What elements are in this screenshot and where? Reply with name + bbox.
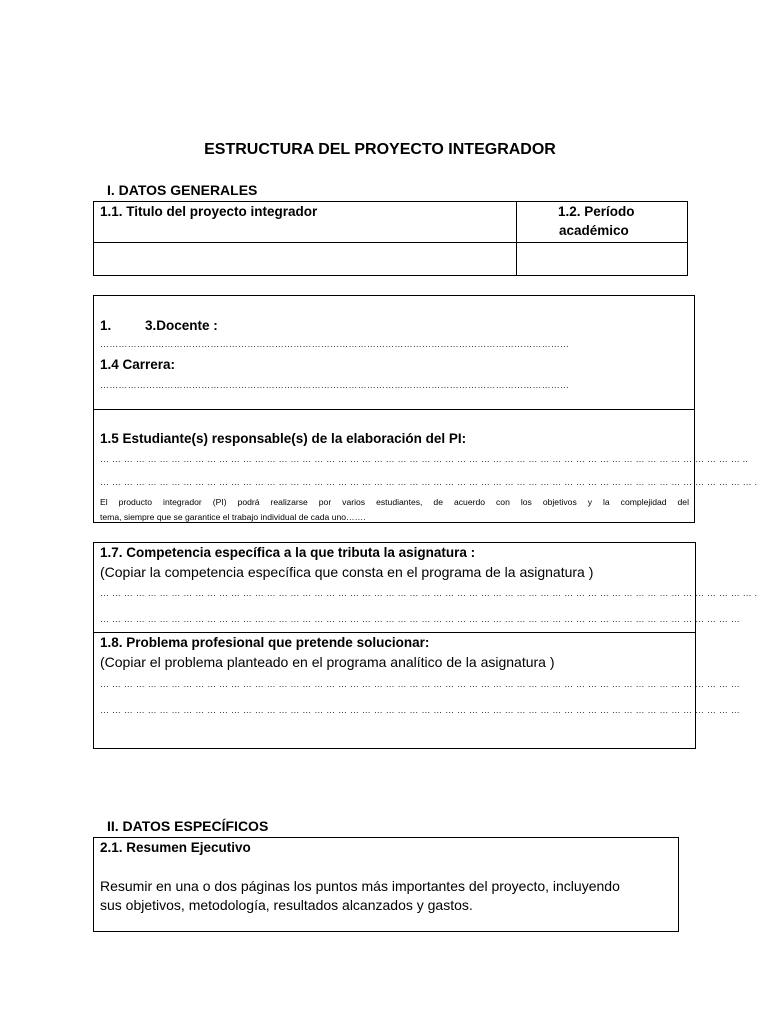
problema-label: 1.8. Problema profesional que pretende solucionar: — [100, 635, 430, 650]
box-divider — [94, 409, 694, 410]
resumen-label: 2.1. Resumen Ejecutivo — [100, 840, 251, 855]
problema-hint: (Copiar el problema planteado en el programa analítico de la asignatura ) — [100, 654, 555, 670]
section-heading-datos-generales: I. DATOS GENERALES — [107, 182, 258, 198]
resumen-text-line2: sus objetivos, metodología, resultados alcanzados y gastos. — [100, 897, 473, 913]
estudiantes-dots-line2[interactable]: … … … … … … … … … … … … … … … … … … … … … … … … … … … … … … … … … … … … … … … … … … … … … … … … … … … … … … … . — [100, 477, 758, 487]
titulo-proyecto-field[interactable] — [95, 243, 515, 275]
section-heading-datos-especificos: II. DATOS ESPECÍFICOS — [107, 818, 269, 834]
competencia-problema-box — [93, 542, 758, 749]
problema-dots-line1[interactable]: … … … … … … … … … … … … … … … … … … … … … … … … … … … … … … … … … … … … … … … … … … … … … … … … … … … … … … — [100, 679, 740, 689]
docente-dots[interactable]: ……………………………………………………………………………………………………………………………………… — [100, 339, 570, 349]
box-divider — [94, 632, 695, 633]
titulo-proyecto-label: 1.1. Titulo del proyecto integrador — [100, 204, 318, 219]
document-title: ESTRUCTURA DEL PROYECTO INTEGRADOR — [204, 141, 556, 158]
periodo-label-line2: académico — [559, 223, 629, 238]
competencia-label: 1.7. Competencia específica a la que tributa la asignatura : — [100, 545, 476, 560]
pi-note-line1: El producto integrador (PI) podrá realizarse por varios estudiantes, de acuerdo con los objetivos y la complejidad del — [100, 497, 689, 507]
estudiantes-label: 1.5 Estudiante(s) responsable(s) de la elaboración del PI: — [100, 431, 467, 446]
resumen-ejecutivo-box — [93, 837, 679, 932]
competencia-hint: (Copiar la competencia específica que consta en el programa de la asignatura ) — [100, 564, 594, 580]
docente-label: 3.Docente : — [145, 318, 218, 333]
carrera-dots[interactable]: ……………………………………………………………………………………………………………………………………… — [100, 380, 570, 390]
estudiantes-dots-line1[interactable]: … … … … … … … … … … … … … … … … … … … … … … … … … … … … … … … … … … … … … … … … … … … … … … … … … … … … … … .. — [100, 454, 749, 464]
carrera-label: 1.4 Carrera: — [100, 357, 176, 372]
competencia-dots-line2[interactable]: … … … … … … … … … … … … … … … … … … … … … … … … … … … … … … … … … … … … … … … … … … … … … … … … … … … … … … — [100, 614, 740, 624]
problema-dots-line2[interactable]: … … … … … … … … … … … … … … … … … … … … … … … … … … … … … … … … … … … … … … … … … … … … … … … … … … … … … … — [100, 705, 740, 715]
periodo-label-line1: 1.2. Período — [558, 204, 635, 219]
pi-note-line2: tema, siempre que se garantice el trabajo individual de cada uno……. — [100, 512, 366, 522]
docente-carrera-estudiantes-box — [93, 295, 758, 523]
competencia-dots-line1[interactable]: … … … … … … … … … … … … … … … … … … … … … … … … … … … … … … … … … … … … … … … … … … … … … … … … … … … … … … … . — [100, 588, 758, 598]
resumen-text-line1: Resumir en una o dos páginas los puntos más importantes del proyecto, incluyendo — [100, 878, 620, 894]
periodo-academico-field[interactable] — [517, 243, 687, 275]
docente-number: 1. — [100, 318, 112, 333]
general-data-table — [93, 201, 688, 276]
